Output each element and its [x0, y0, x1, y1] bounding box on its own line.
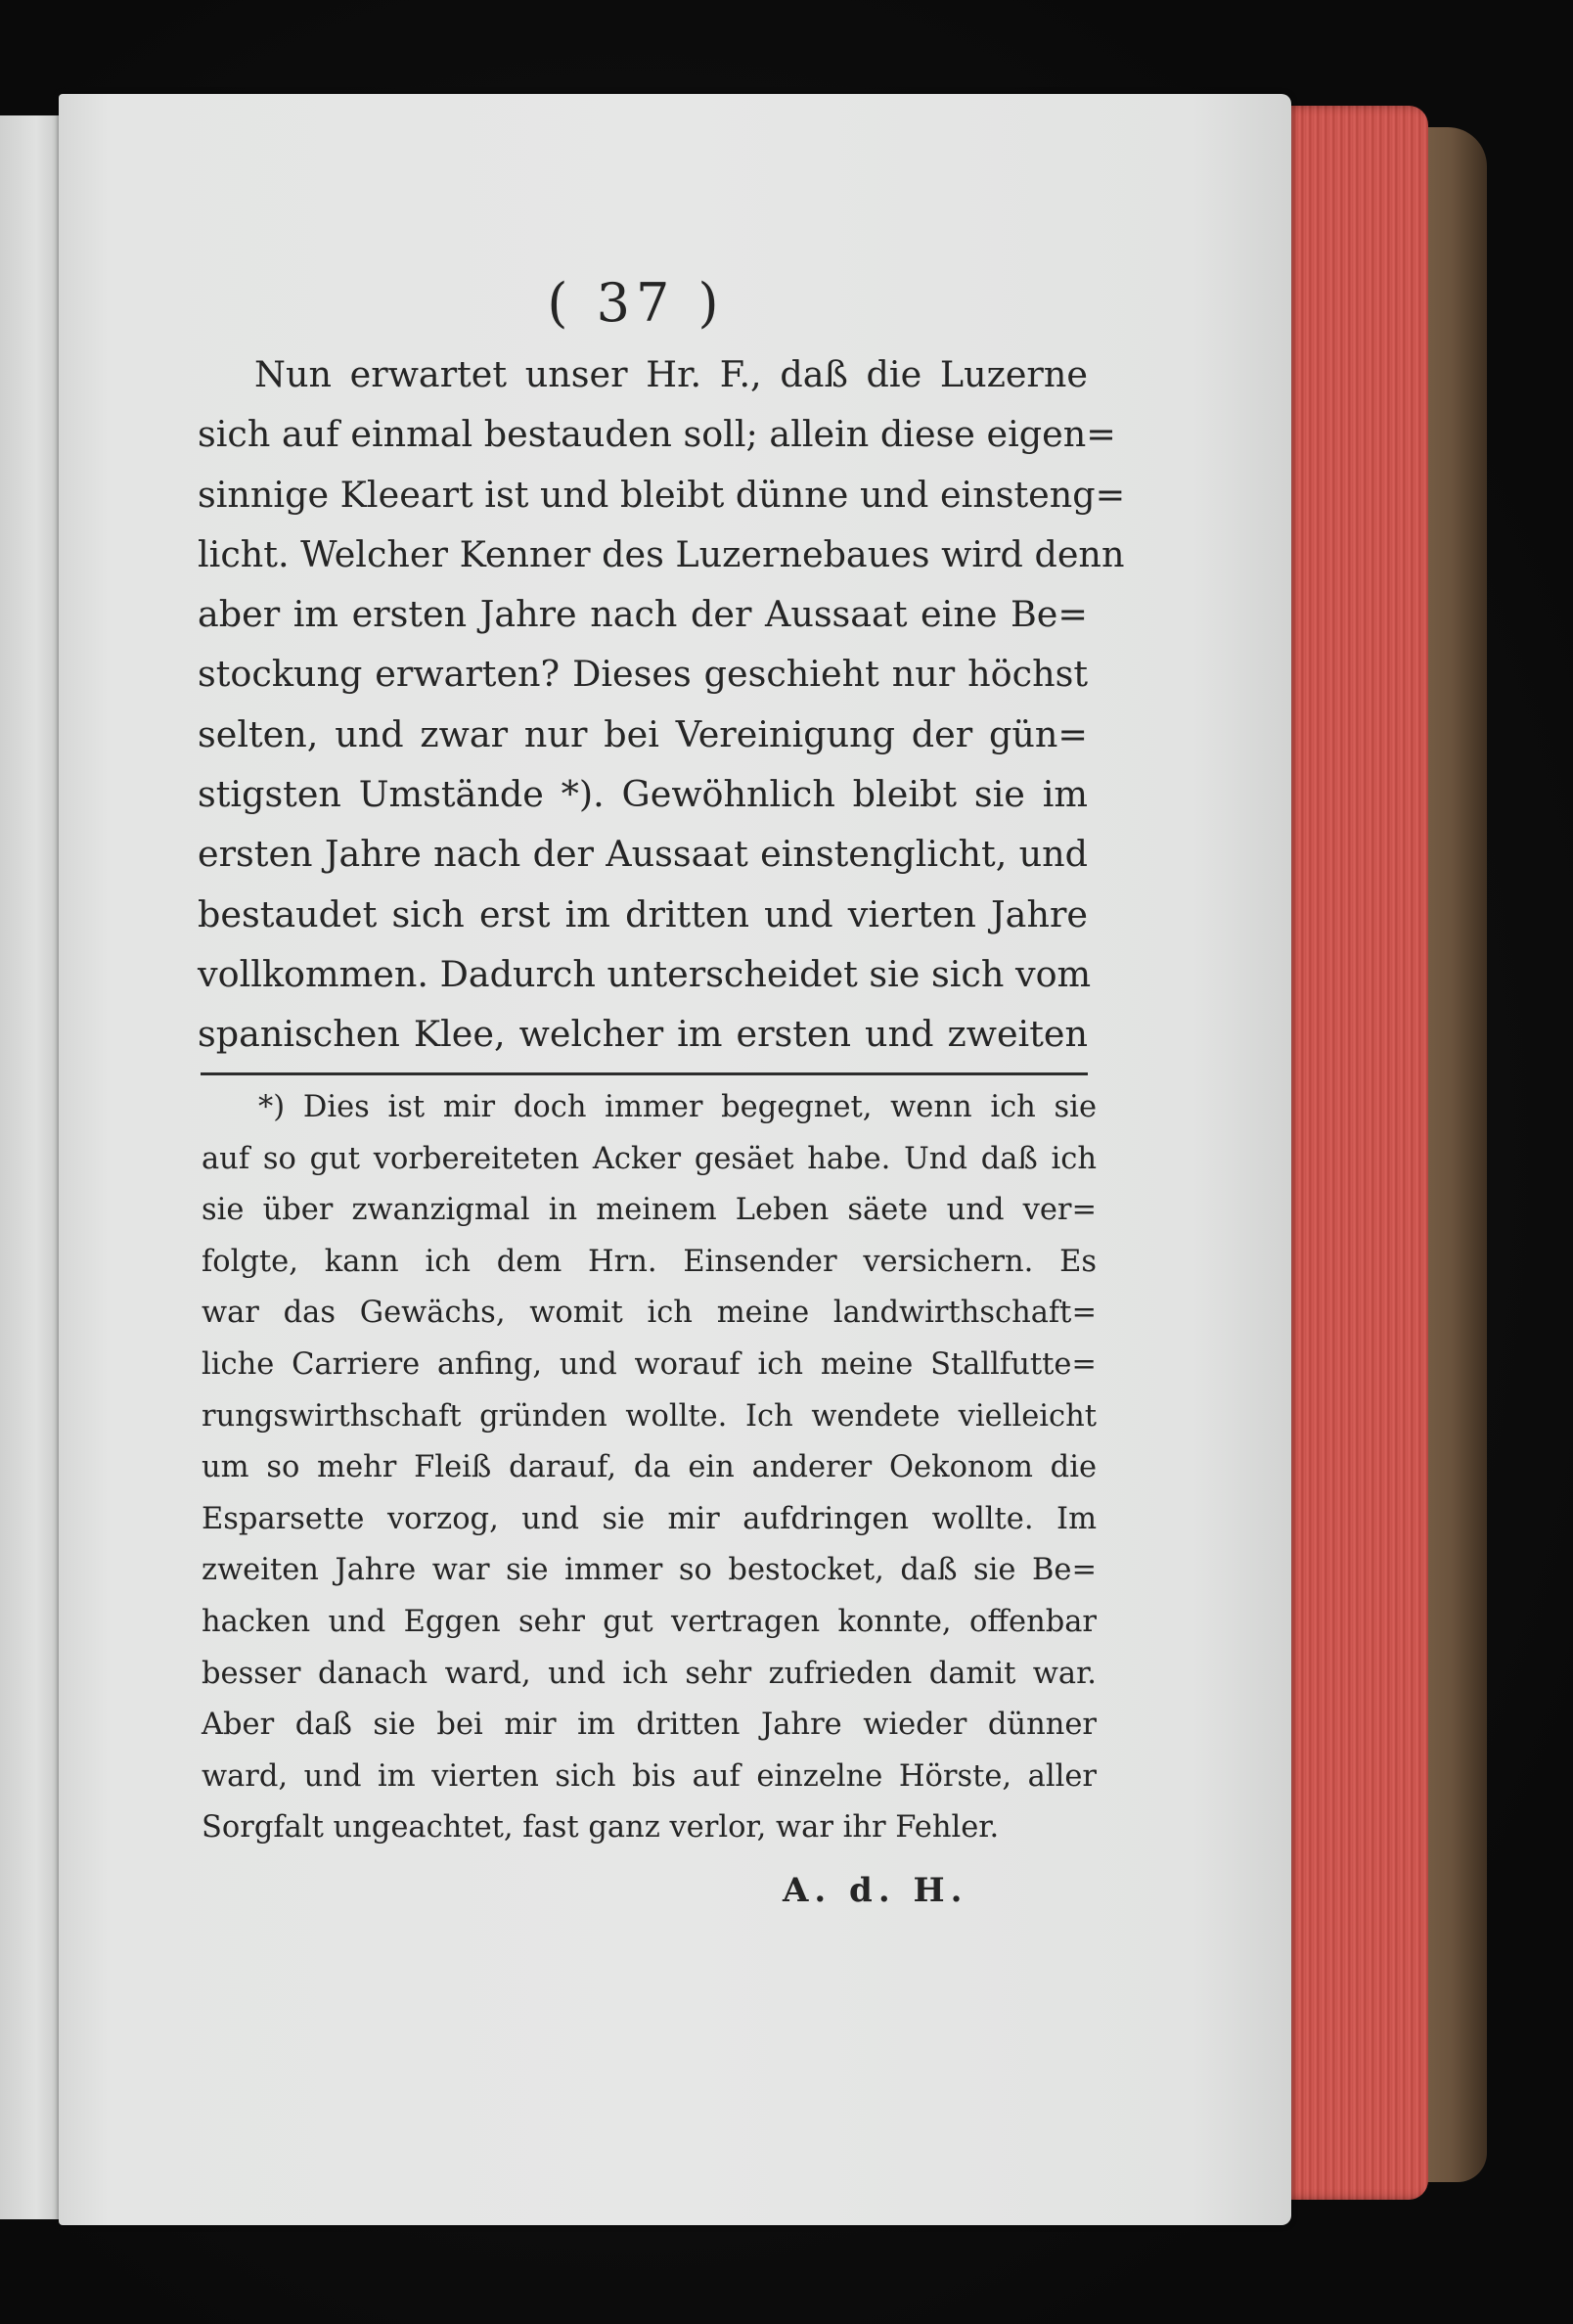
- text-line: selten, und zwar nur bei Vereinigung der gün=: [198, 712, 1088, 755]
- footnote-line: besser danach ward, und ich sehr zufrieden damit war.: [202, 1656, 1097, 1691]
- footnote-line: sie über zwanzigmal in meinem Leben säete und ver=: [202, 1193, 1097, 1228]
- page-number: ( 37 ): [547, 272, 725, 334]
- footnote-line: auf so gut vorbereiteten Acker gesäet habe. Und daß ich: [202, 1141, 1097, 1176]
- footnote-line: Esparsette vorzog, und sie mir aufdringen wollte. Im: [202, 1501, 1097, 1536]
- footnote-signature: A. d. H.: [783, 1871, 968, 1910]
- footnote-line: um so mehr Fleiß darauf, da ein anderer Oekonom die: [202, 1450, 1097, 1485]
- text-line: spanischen Klee, welcher im ersten und zweiten: [198, 1013, 1088, 1056]
- footnote-line: zweiten Jahre war sie immer so bestocket, daß sie Be=: [202, 1553, 1097, 1588]
- footnote: [202, 1082, 1097, 1854]
- footnote-line: war das Gewächs, womit ich meine landwirthschaft=: [202, 1296, 1097, 1331]
- footnote-line: *) Dies ist mir doch immer begegnet, wenn ich sie: [258, 1090, 1097, 1124]
- text-line: stockung erwarten? Dieses geschieht nur höchst: [198, 653, 1088, 696]
- footnote-line: rungswirthschaft gründen wollte. Ich wendete vielleicht: [202, 1398, 1097, 1434]
- main-text: [198, 344, 1126, 1065]
- footnote-line: ward, und im vierten sich bis auf einzelne Hörste, aller: [202, 1758, 1097, 1794]
- footnote-line: Sorgfalt ungeachtet, fast ganz verlor, war ihr Fehler.: [202, 1810, 1000, 1846]
- text-line: stigsten Umstände *). Gewöhnlich bleibt sie im: [198, 773, 1088, 816]
- facing-page-edge: [0, 115, 63, 2219]
- text-line: vollkommen. Dadurch unterscheidet sie sich vom: [198, 952, 1092, 995]
- text-line: licht. Welcher Kenner des Luzernebaues wird denn: [198, 532, 1125, 575]
- text-line: aber im ersten Jahre nach der Aussaat eine Be=: [198, 593, 1088, 636]
- footnote-line: Aber daß sie bei mir im dritten Jahre wieder dünner: [202, 1708, 1097, 1743]
- text-line: ersten Jahre nach der Aussaat einstenglicht, und: [198, 833, 1088, 876]
- red-fore-edge: [1281, 106, 1428, 2200]
- footnote-rule: [201, 1072, 1088, 1075]
- text-line: sinnige Kleeart ist und bleibt dünne und einsteng=: [198, 473, 1126, 516]
- text-line: Nun erwartet unser Hr. F., daß die Luzerne: [254, 353, 1088, 395]
- text-line: sich auf einmal bestauden soll; allein diese eigen=: [198, 413, 1116, 456]
- footnote-line: folgte, kann ich dem Hrn. Einsender versichern. Es: [202, 1244, 1097, 1279]
- text-line: bestaudet sich erst im dritten und vierten Jahre: [198, 892, 1088, 935]
- footnote-line: hacken und Eggen sehr gut vertragen konnte, offenbar: [202, 1604, 1097, 1639]
- footnote-line: liche Carriere anfing, und worauf ich meine Stallfutte=: [202, 1346, 1097, 1382]
